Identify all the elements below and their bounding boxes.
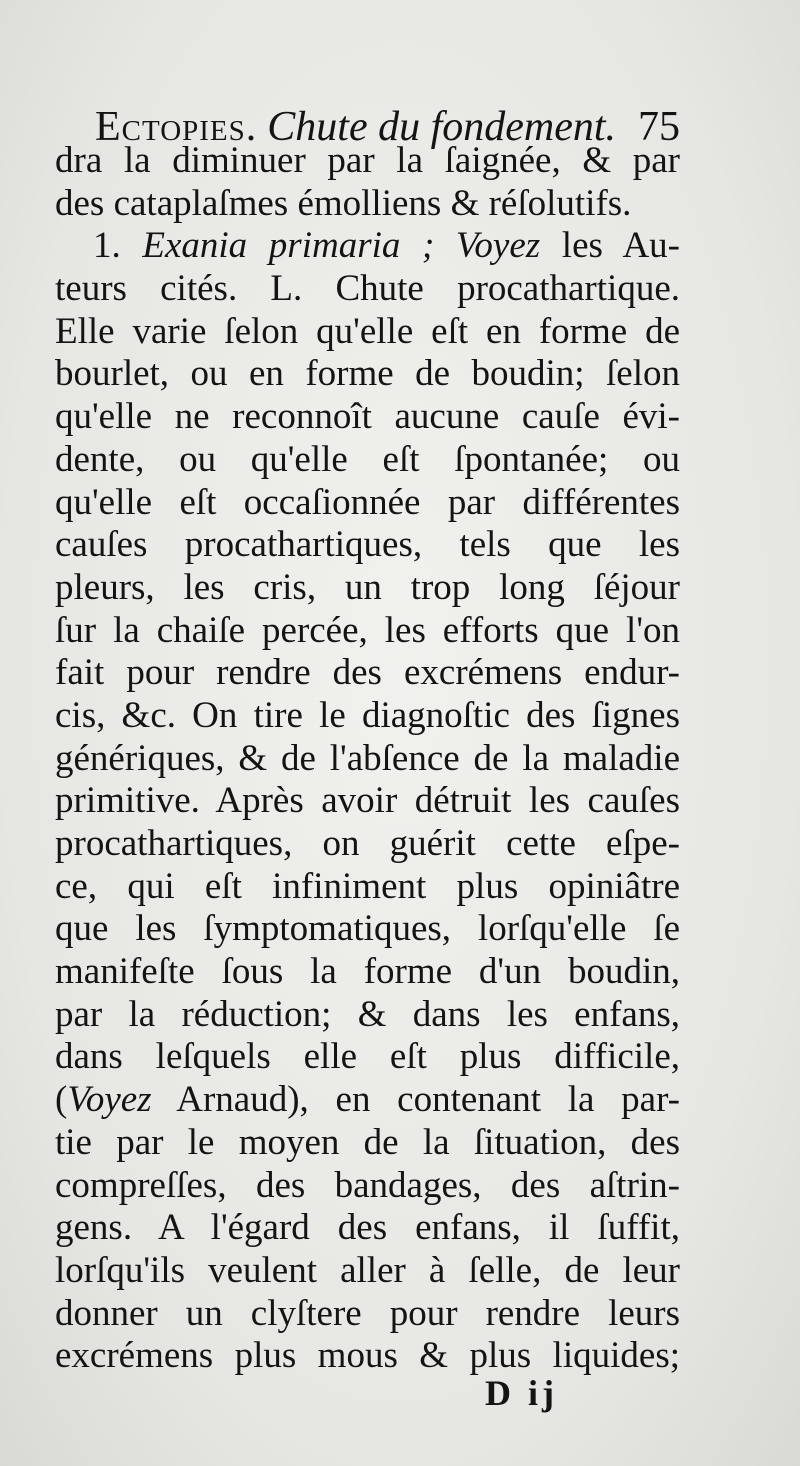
italic-text: Exania primaria ; Voyez [142,225,541,267]
text-line [55,695,680,738]
text-line [55,225,680,268]
text-run: qu'elle eſt occaſionnée par différentes [55,481,680,523]
text-run: tie par le moyen de la ſituation, des [55,1121,680,1163]
text-run: primitive. Après avoir détruit les cauſes [55,780,680,822]
text-line [55,866,680,909]
text-run: Elle varie ſelon qu'elle eſt en forme de [55,310,680,352]
text-run: les Au- [540,225,681,267]
text-line [55,183,680,226]
signature-mark: D ij [485,1373,558,1413]
text-line [55,268,680,311]
text-run: par la réduction; & dans les enfans, [55,993,680,1035]
text-run: cauſes procathartiques, tels que les [55,524,680,566]
section-title: Chute du fondement. [267,104,617,150]
text-line [55,1122,680,1165]
running-head: Ectopies. [95,104,258,150]
text-run: pleurs, les cris, un trop long ſéjour [55,566,680,608]
text-line [55,396,680,439]
italic-text: Voyez [67,1079,152,1121]
text-run: ce, qui eſt infiniment plus opiniâtre [55,865,680,907]
text-run: fait pour rendre des excrémens endur- [55,652,680,694]
text-run: cis, &c. On tire le diagnoſtic des ſignes [55,694,680,736]
text-run: procathartiques, on guérit cette eſpe- [55,823,680,864]
body-text [55,140,680,1378]
text-line [55,951,680,994]
text-line [55,994,680,1037]
text-run: dra la diminuer par la ſaignée, & par [55,140,680,181]
text-line [55,1207,680,1250]
text-line [55,780,680,823]
text-run: gens. A l'égard des enfans, il ſuffit, [55,1207,680,1249]
text-run: 1. [93,225,143,267]
text-line [55,1165,680,1208]
text-line [55,311,680,354]
page-number: 75 [638,104,680,150]
text-line [55,567,680,610]
text-run: qu'elle ne reconnoît aucune cauſe évi- [55,396,680,438]
text-line [55,1250,680,1293]
text-run: ( [55,1079,68,1121]
text-line [55,1036,680,1079]
text-run: excrémens plus mous & plus liquides; [55,1335,680,1377]
text-run: Arnaud), en contenant la par- [151,1079,680,1121]
text-run: teurs cités. L. Chute procathartique. [55,268,680,310]
text-line [55,482,680,525]
text-line [55,610,680,653]
text-line [55,1335,680,1378]
text-run: dente, ou qu'elle eſt ſpontanée; ou [55,438,680,480]
text-line [55,140,680,183]
text-run: compreſſes, des bandages, des aſtrin- [55,1164,680,1206]
text-line [55,524,680,567]
text-run: manifeſte ſous la forme d'un boudin, [55,951,680,993]
text-run: ſur la chaiſe percée, les efforts que l'on [55,609,680,651]
text-line [55,823,680,866]
text-line [55,738,680,781]
text-line [55,1079,680,1122]
text-run: génériques, & de l'abſence de la maladie [55,737,680,779]
text-line [55,1293,680,1336]
text-line [55,439,680,482]
text-line [55,652,680,695]
text-run: dans leſquels elle eſt plus difficile, [55,1036,680,1078]
text-run: bourlet, ou en forme de boudin; ſelon [55,353,680,395]
text-run: que les ſymptomatiques, lorſqu'elle ſe [55,908,680,950]
text-run: des cataplaſmes émolliens & réſolutifs. [55,182,632,224]
text-run: donner un clyſtere pour rendre leurs [55,1292,680,1334]
text-line [55,908,680,951]
text-run: lorſqu'ils veulent aller à ſelle, de leur [55,1249,680,1291]
text-line [55,353,680,396]
